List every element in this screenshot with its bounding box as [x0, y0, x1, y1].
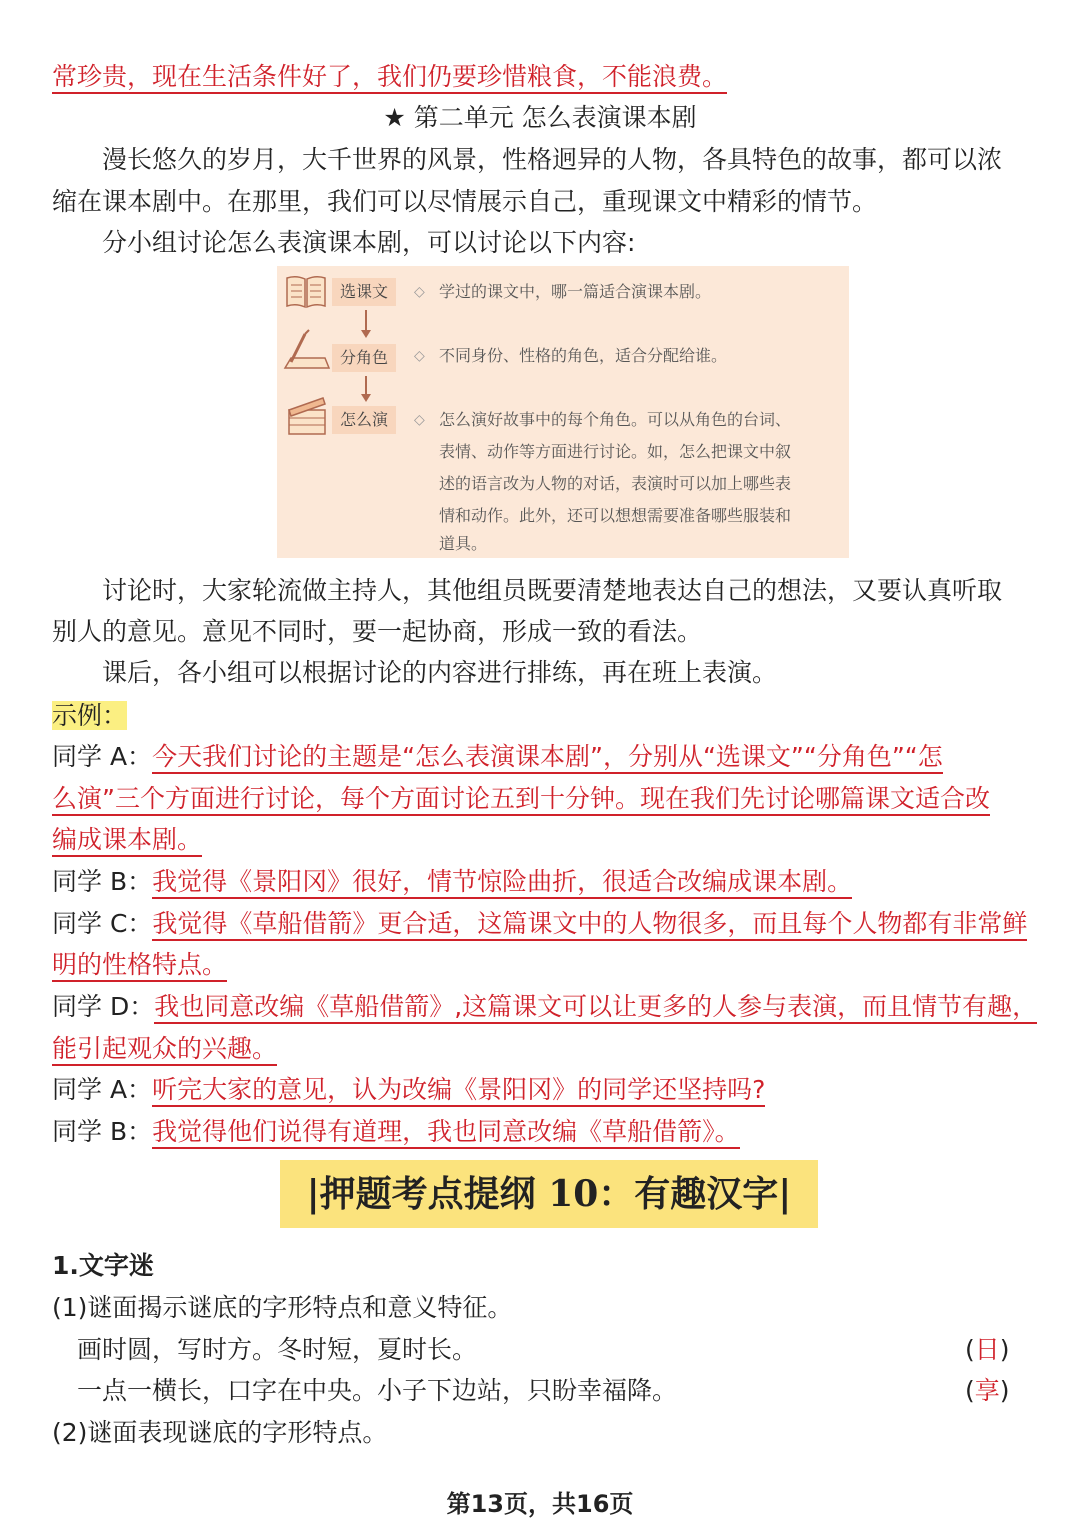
section-heading: 1.文字迷	[52, 1251, 154, 1280]
step-text-3-line-2: 表情、动作等方面进行讨论。如，怎么把课文中叙	[439, 442, 792, 461]
subsection-1: (1)谜面揭示谜底的字形特点和意义特征。	[52, 1293, 513, 1322]
step-text-3-line-3: 述的语言改为人物的对话，表演时可以加上哪些表	[439, 474, 792, 493]
dialogue-text: 我觉得《草船借箭》更合适，这篇课文中的人物很多，而且每个人物都有非常鲜	[152, 909, 1027, 941]
diamond-bullet: ◇	[414, 348, 425, 364]
riddle-2: 一点一横长，口字在中央。小子下边站，只盼幸福降。	[77, 1376, 678, 1405]
dialogue-line	[52, 907, 1027, 941]
dialogue-line	[52, 1073, 765, 1107]
step-text-3-line-4: 情和动作。此外，还可以想想需要准备哪些服装和	[439, 506, 792, 525]
dialogue-line	[52, 1032, 277, 1066]
step-text-3-line-5: 道具。	[439, 534, 488, 553]
book-icon	[285, 274, 327, 310]
step-text-3-line-1: 怎么演好故事中的每个角色。可以从角色的台词、	[439, 410, 792, 429]
discussion-steps-figure	[277, 266, 849, 558]
speaker-label: 同学 B：	[52, 867, 153, 896]
step-text-1: 学过的课文中，哪一篇适合演课本剧。	[439, 282, 712, 301]
dialogue-line	[52, 782, 990, 816]
example-label: 示例：	[52, 701, 128, 730]
paragraph-4: 课后，各小组可以根据讨论的内容进行排练，再在班上表演。	[102, 658, 778, 687]
speaker-label: 同学 D：	[52, 992, 155, 1021]
diamond-bullet: ◇	[414, 284, 425, 300]
dialogue-line	[52, 1115, 740, 1149]
subsection-2: (2)谜面表现谜底的字形特点。	[52, 1418, 388, 1447]
riddle-answer-1: (日)	[965, 1335, 1010, 1364]
pen-icon	[281, 328, 333, 372]
paragraph-1-line-2: 缩在课本剧中。在那里，我们可以尽情展示自己，重现课文中精彩的情节。	[52, 187, 878, 216]
dialogue-line	[52, 948, 227, 982]
dialogue-text: 明的性格特点。	[52, 950, 227, 982]
step-text-2: 不同身份、性格的角色，适合分配给谁。	[439, 346, 728, 365]
arrow-down	[365, 376, 367, 394]
diamond-bullet: ◇	[414, 412, 425, 428]
unit-title: ★ 第二单元 怎么表演课本剧	[383, 103, 697, 132]
step-label-2: 分角色	[332, 344, 396, 372]
step-label-1: 选课文	[332, 278, 396, 306]
step-label-3: 怎么演	[332, 406, 396, 434]
dialogue-line	[52, 865, 852, 899]
riddle-1: 画时圆，写时方。冬时短，夏时长。	[77, 1335, 478, 1364]
speaker-label: 同学 A：	[52, 742, 153, 771]
dialogue-text: 么演”三个方面进行讨论，每个方面讨论五到十分钟。现在我们先讨论哪篇课文适合改	[52, 784, 990, 816]
dialogue-line	[52, 990, 1037, 1024]
page-footer: 第13页，共16页	[446, 1490, 634, 1518]
dialogue-text: 我觉得《景阳冈》很好，情节惊险曲折，很适合改编成课本剧。	[152, 867, 852, 899]
paragraph-1-line-1: 漫长悠久的岁月，大千世界的风景，性格迥异的人物，各具特色的故事，都可以浓	[102, 145, 1003, 174]
dialogue-text: 我也同意改编《草船借箭》,这篇课文可以让更多的人参与表演，而且情节有趣，	[154, 992, 1037, 1024]
dialogue-text: 我觉得他们说得有道理，我也同意改编《草船借箭》。	[152, 1117, 740, 1149]
dialogue-text: 听完大家的意见，认为改编《景阳冈》的同学还坚持吗?	[152, 1075, 765, 1107]
dialogue-line	[52, 740, 943, 774]
speaker-label: 同学 A：	[52, 1075, 153, 1104]
banner-title: |押题考点提纲 10：有趣汉字|	[306, 1173, 792, 1215]
riddle-answer-2: (享)	[965, 1376, 1010, 1405]
dialogue-text: 能引起观众的兴趣。	[52, 1034, 277, 1066]
paragraph-3-line-1: 讨论时，大家轮流做主持人，其他组员既要清楚地表达自己的想法，又要认真听取	[102, 576, 1003, 605]
arrowhead	[361, 394, 371, 402]
dialogue-text: 编成课本剧。	[52, 825, 202, 857]
section-banner	[280, 1160, 818, 1228]
arrow-down	[365, 310, 367, 330]
paragraph-3-line-2: 别人的意见。意见不同时，要一起协商，形成一致的看法。	[52, 617, 703, 646]
arrowhead	[361, 330, 371, 338]
speaker-label: 同学 B：	[52, 1117, 153, 1146]
dialogue-text: 今天我们讨论的主题是“怎么表演课本剧”，分别从“选课文”“分角色”“怎	[152, 742, 943, 774]
continued-text: 常珍贵，现在生活条件好了，我们仍要珍惜粮食，不能浪费。	[52, 60, 727, 94]
speaker-label: 同学 C：	[52, 909, 153, 938]
paragraph-2: 分小组讨论怎么表演课本剧，可以讨论以下内容:	[102, 228, 636, 257]
clapperboard-icon	[285, 394, 329, 436]
dialogue-line	[52, 823, 202, 857]
